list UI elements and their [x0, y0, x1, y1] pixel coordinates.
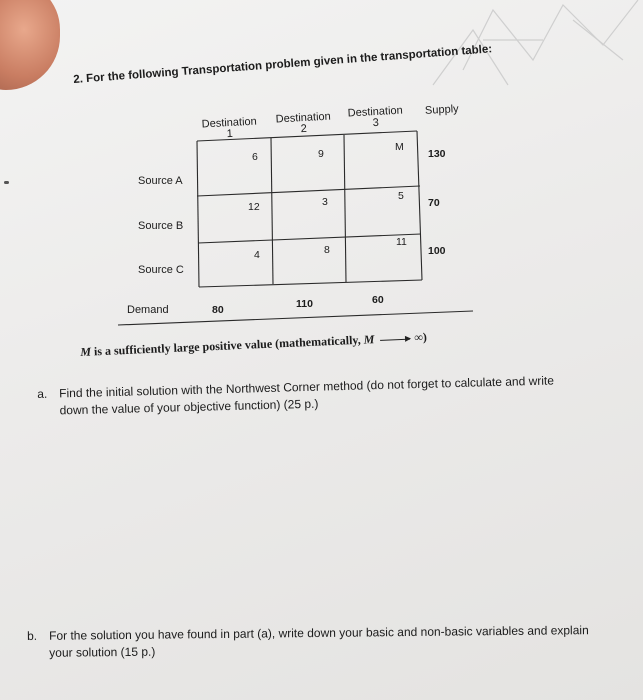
part-a-marker: a.: [37, 386, 48, 401]
cost-b-1: 12: [248, 201, 260, 213]
cost-c-3: 11: [396, 236, 407, 248]
supply-a: 130: [428, 148, 446, 160]
supply-header: Supply: [424, 103, 459, 117]
demand-1: 80: [212, 304, 224, 316]
destination-2-header: Destination 2: [275, 110, 332, 136]
source-a-label: Source A: [138, 175, 183, 187]
note-symbol-2: M: [363, 332, 375, 347]
cost-c-2: 8: [324, 244, 330, 256]
arrow-icon: [380, 338, 410, 340]
part-b: [27, 622, 597, 662]
cost-b-3: 5: [398, 190, 404, 202]
source-b-label: Source B: [138, 220, 184, 232]
destination-1-header: Destination 1: [201, 115, 258, 141]
supply-b: 70: [428, 197, 440, 209]
demand-label: Demand: [127, 304, 169, 316]
cost-a-2: 9: [318, 148, 324, 160]
cost-a-3: M: [395, 141, 404, 153]
part-a-text: Find the initial solution with the Northwest Corner method (do not forget to calculate and write down the value of your objective function) (25 p.): [59, 373, 555, 418]
demand-2: 110: [296, 298, 313, 310]
source-c-label: Source C: [138, 264, 184, 276]
cost-a-1: 6: [252, 151, 258, 163]
cost-c-1: 4: [254, 249, 260, 261]
note-limit: ∞): [413, 329, 428, 345]
question-title: 2. For the following Transportation problem given in the transportation table:: [73, 43, 493, 86]
destination-3-header: Destination 3: [347, 104, 404, 130]
part-b-marker: b.: [27, 628, 38, 643]
part-b-text: For the solution you have found in part (a), write down your basic and non-basic variables and explain your solution (15 p.): [49, 623, 589, 660]
note-text: is a sufficiently large positive value (mathematically,: [90, 332, 364, 359]
note-symbol: M: [80, 344, 92, 359]
cost-b-2: 3: [322, 196, 328, 208]
demand-3: 60: [372, 294, 384, 306]
supply-c: 100: [428, 245, 446, 257]
